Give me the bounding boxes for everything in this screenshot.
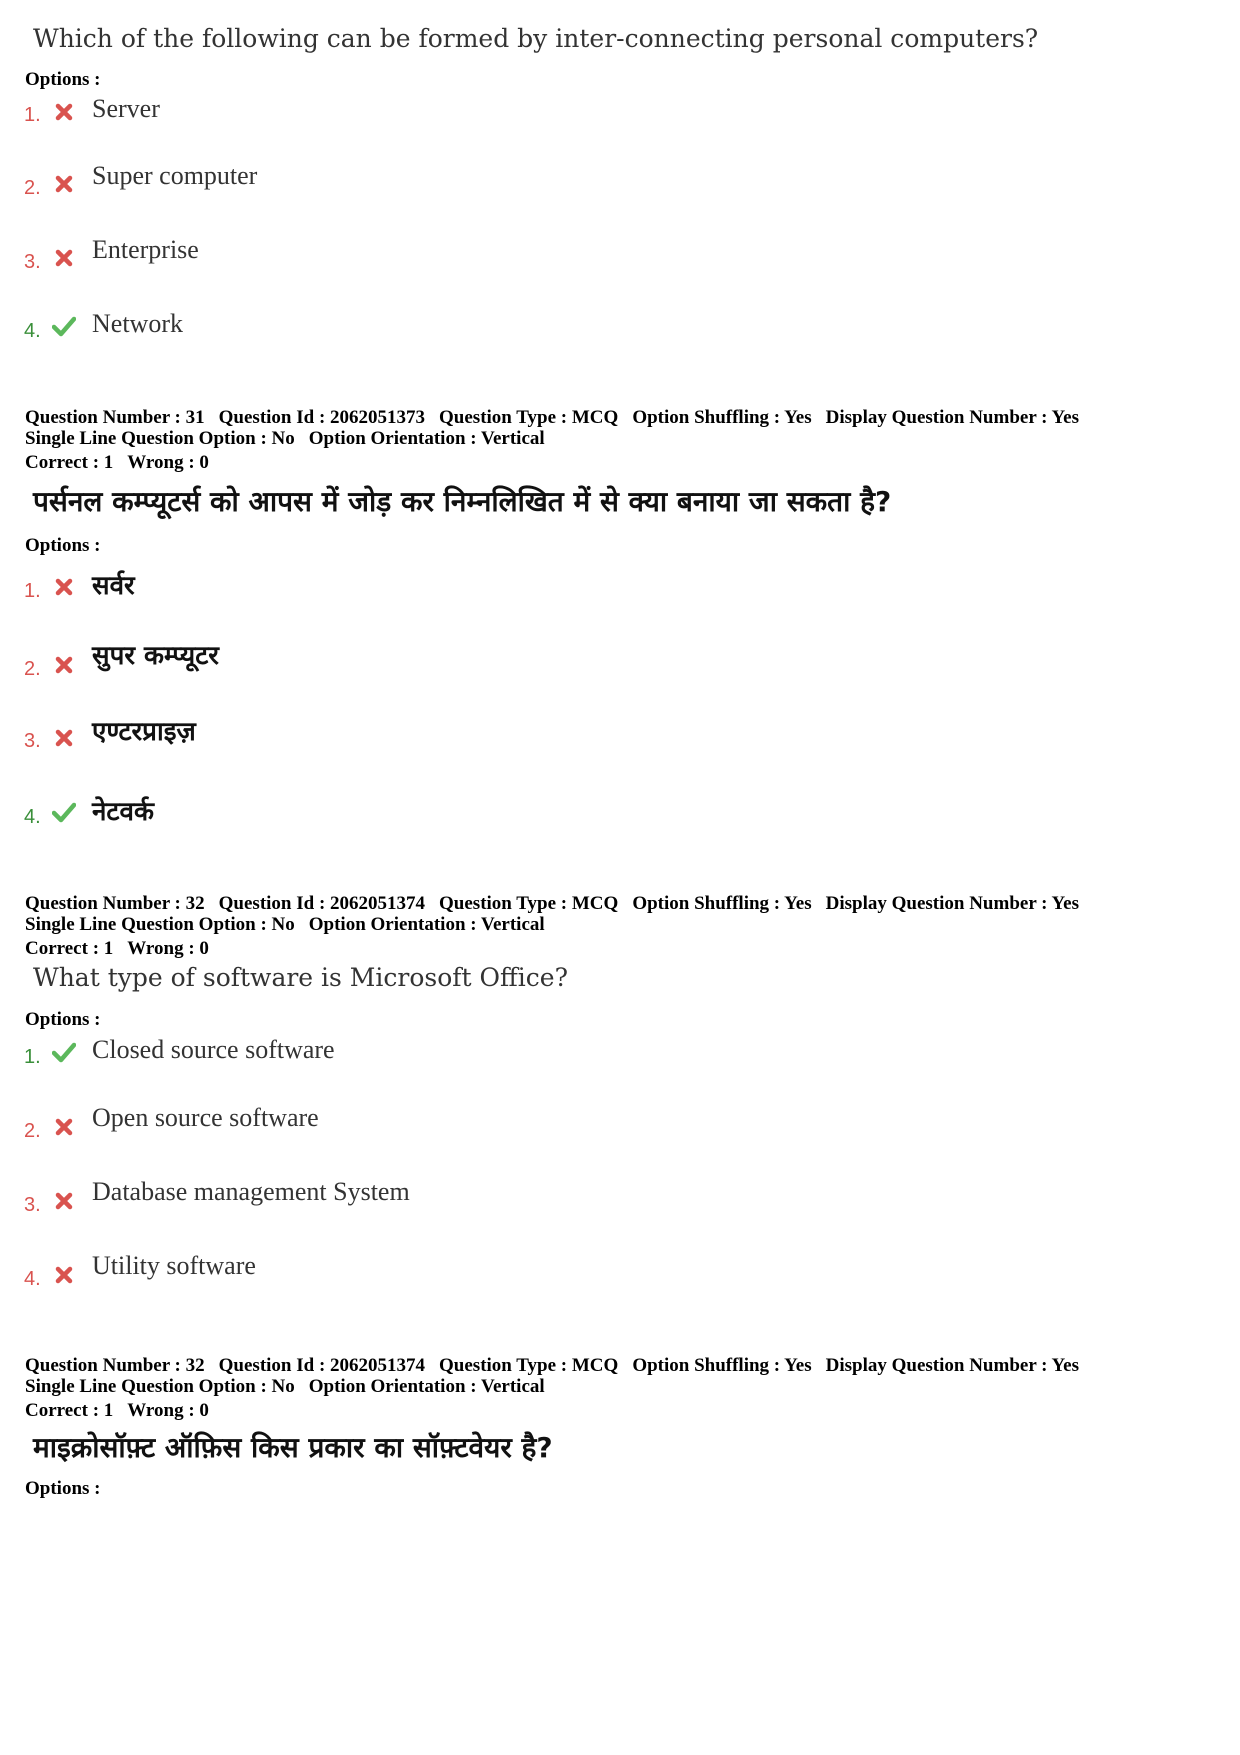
wrong-cross-icon (52, 172, 76, 196)
options-label: Options : (25, 69, 101, 90)
question-type: Question Type : MCQ (439, 1355, 619, 1376)
wrong-score: Wrong : 0 (127, 1400, 209, 1421)
option-shuffling: Option Shuffling : Yes (632, 1355, 812, 1376)
option-text: Closed source software (92, 1035, 335, 1064)
option-text: सर्वर (92, 571, 135, 601)
option-number: 2. (24, 177, 41, 199)
display-question-number: Display Question Number : Yes (825, 1355, 1079, 1376)
option-shuffling: Option Shuffling : Yes (632, 893, 812, 914)
question-text: पर्सनल कम्प्यूटर्स को आपस में जोड़ कर निम्नलिखित में से क्या बनाया जा सकता है? (33, 485, 892, 518)
question-meta (25, 893, 1093, 935)
display-question-number: Display Question Number : Yes (825, 407, 1079, 428)
question-id: Question Id : 2062051373 (218, 407, 426, 428)
option-number: 2. (24, 658, 41, 680)
score-line (25, 452, 223, 473)
option-text: Utility software (92, 1251, 256, 1280)
wrong-score: Wrong : 0 (127, 938, 209, 959)
option-number: 4. (24, 806, 41, 828)
display-question-number: Display Question Number : Yes (825, 893, 1079, 914)
score-line (25, 938, 223, 959)
question-meta (25, 1355, 1093, 1397)
single-line-option: Single Line Question Option : No (25, 428, 295, 449)
option-text: Server (92, 94, 160, 123)
wrong-cross-icon (52, 246, 76, 270)
option-orientation: Option Orientation : Vertical (308, 914, 545, 935)
question-text: Which of the following can be formed by inter-connecting personal computers? (33, 24, 1039, 53)
option-text: नेटवर्क (92, 797, 154, 827)
wrong-cross-icon (52, 726, 76, 750)
correct-check-icon (52, 314, 76, 338)
single-line-option: Single Line Question Option : No (25, 914, 295, 935)
options-label: Options : (25, 1009, 101, 1030)
correct-score: Correct : 1 (25, 452, 114, 473)
option-number: 3. (24, 251, 41, 273)
option-number: 4. (24, 320, 41, 342)
question-number: Question Number : 32 (25, 1355, 205, 1376)
option-number: 3. (24, 730, 41, 752)
options-label: Options : (25, 535, 101, 556)
option-text: Super computer (92, 161, 258, 190)
question-number: Question Number : 31 (25, 407, 205, 428)
option-shuffling: Option Shuffling : Yes (632, 407, 812, 428)
question-text: What type of software is Microsoft Office? (33, 963, 568, 992)
options-label: Options : (25, 1478, 101, 1499)
wrong-cross-icon (52, 1189, 76, 1213)
wrong-cross-icon (52, 1115, 76, 1139)
question-type: Question Type : MCQ (439, 407, 619, 428)
option-orientation: Option Orientation : Vertical (308, 428, 545, 449)
question-number: Question Number : 32 (25, 893, 205, 914)
question-id: Question Id : 2062051374 (218, 893, 426, 914)
option-number: 1. (24, 104, 41, 126)
option-text: Network (92, 309, 183, 338)
wrong-score: Wrong : 0 (127, 452, 209, 473)
wrong-cross-icon (52, 100, 76, 124)
question-type: Question Type : MCQ (439, 893, 619, 914)
option-number: 3. (24, 1194, 41, 1216)
option-text: Database management System (92, 1177, 410, 1206)
question-text: माइक्रोसॉफ़्ट ऑफ़िस किस प्रकार का सॉफ़्टवेयर है? (33, 1431, 553, 1464)
option-text: एण्टरप्राइज़ (92, 717, 196, 747)
correct-score: Correct : 1 (25, 938, 114, 959)
score-line (25, 1400, 223, 1421)
option-text: Open source software (92, 1103, 319, 1132)
option-number: 1. (24, 1046, 41, 1068)
wrong-cross-icon (52, 1263, 76, 1287)
correct-check-icon (52, 1040, 76, 1064)
question-meta (25, 407, 1093, 449)
single-line-option: Single Line Question Option : No (25, 1376, 295, 1397)
question-id: Question Id : 2062051374 (218, 1355, 426, 1376)
correct-score: Correct : 1 (25, 1400, 114, 1421)
option-text: सुपर कम्प्यूटर (92, 641, 219, 671)
option-number: 1. (24, 580, 41, 602)
wrong-cross-icon (52, 575, 76, 599)
option-number: 2. (24, 1120, 41, 1142)
correct-check-icon (52, 800, 76, 824)
option-number: 4. (24, 1268, 41, 1290)
option-text: Enterprise (92, 235, 199, 264)
option-orientation: Option Orientation : Vertical (308, 1376, 545, 1397)
wrong-cross-icon (52, 653, 76, 677)
